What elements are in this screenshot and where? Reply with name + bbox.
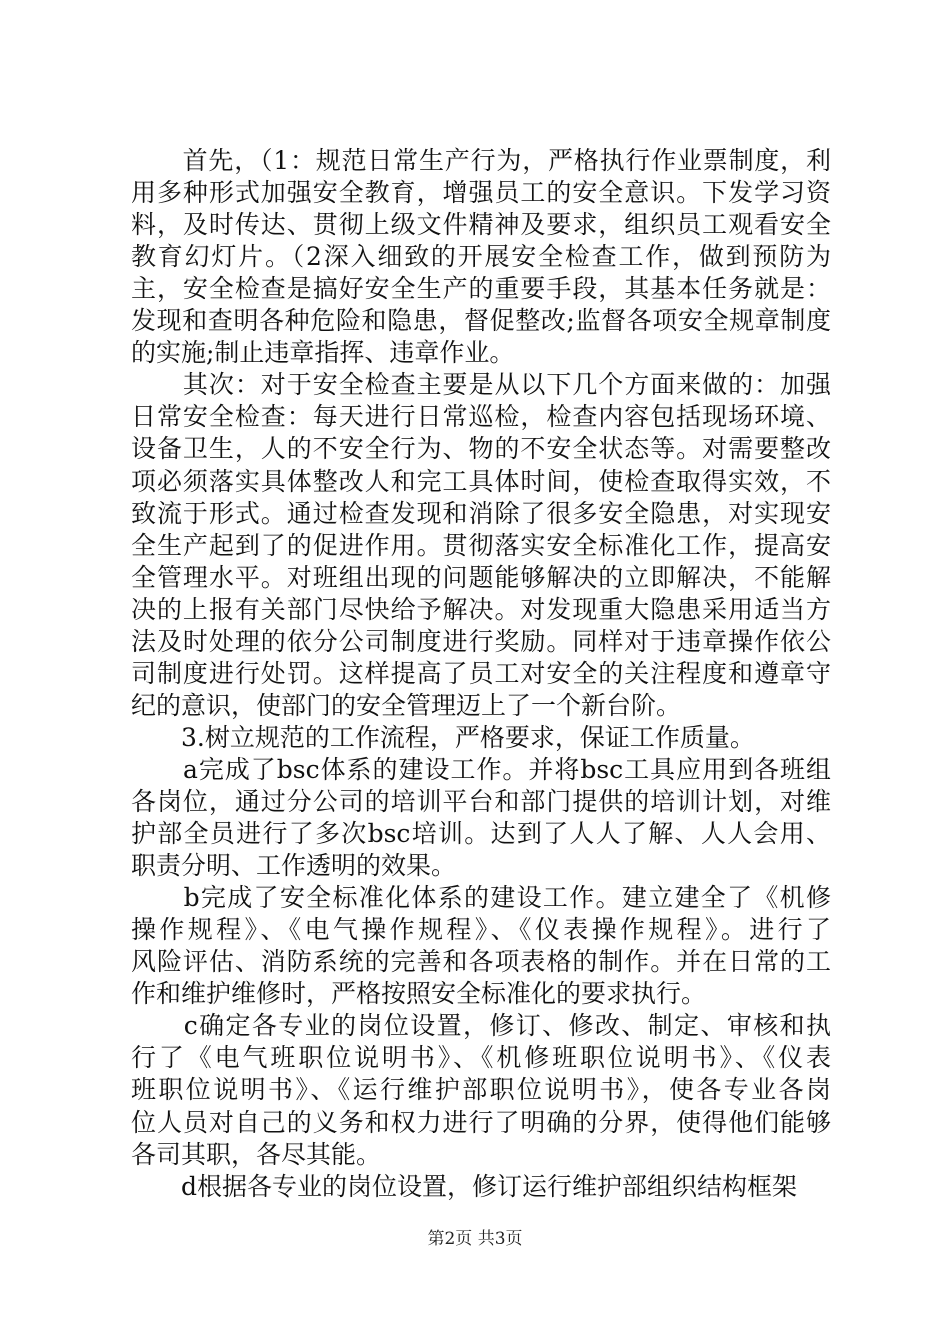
text-line: 主，安全检查是搞好安全生产的重要手段，其基本任务就是：: [131, 274, 831, 304]
text-line: 各岗位，通过分公司的培训平台和部门提供的培训计划，对维: [131, 787, 831, 816]
text-line: 纪的意识，使部门的安全管理迈上了一个新台阶。: [131, 690, 682, 720]
text-line: 职责分明、工作透明的效果。: [131, 851, 457, 881]
text-line: d根据各专业的岗位设置，修订运行维护部组织结构框架: [131, 1171, 798, 1201]
text-line: 各司其职，各尽其能。: [131, 1139, 382, 1169]
text-line: 致流于形式。通过检查发现和消除了很多安全隐患，对实现安: [131, 498, 831, 528]
text-line: 3.树立规范的工作流程，严格要求，保证工作质量。: [131, 722, 755, 752]
text-line: 决的上报有关部门尽快给予解决。对发现重大隐患采用适当方: [131, 594, 831, 624]
text-line: 料，及时传达、贯彻上级文件精神及要求，组织员工观看安全: [131, 210, 831, 240]
text-line: 设备卫生，人的不安全行为、物的不安全状态等。对需要整改: [131, 434, 831, 464]
text-line: 法及时处理的依分公司制度进行奖励。同样对于违章操作依公: [131, 626, 831, 656]
text-line: 全管理水平。对班组出现的问题能够解决的立即解决，不能解: [131, 562, 831, 592]
text-line: 教育幻灯片。（2深入细致的开展安全检查工作，做到预防为: [131, 242, 831, 272]
text-line: 发现和查明各种危险和隐患，督促整改;监督各项安全规章制度: [131, 306, 831, 336]
text-line: 位人员对自己的义务和权力进行了明确的分界，使得他们能够: [131, 1107, 831, 1137]
page-footer: 第2页 共3页: [427, 1229, 523, 1249]
text-line: 日常安全检查：每天进行日常巡检，检查内容包括现场环境、: [131, 402, 831, 432]
text-line: b完成了安全标准化体系的建设工作。建立建全了《机修: [131, 883, 831, 913]
text-line: 司制度进行处罚。这样提高了员工对安全的关注程度和遵章守: [131, 658, 831, 688]
text-line: 的实施;制止违章指挥、违章作业。: [131, 338, 515, 368]
text-line: a完成了bsc体系的建设工作。并将bsc工具应用到各班组: [131, 754, 831, 784]
text-line: 班职位说明书》、《运行维护部职位说明书》，使各专业各岗: [131, 1075, 831, 1105]
text-line: 行了《电气班职位说明书》、《机修班职位说明书》、《仪表: [131, 1043, 831, 1073]
text-line: 用多种形式加强安全教育，增强员工的安全意识。下发学习资: [131, 178, 831, 208]
text-line: 操作规程》、《电气操作规程》、《仪表操作规程》。进行了: [131, 915, 831, 945]
text-line: 其次：对于安全检查主要是从以下几个方面来做的：加强: [131, 370, 831, 400]
text-line: 项必须落实具体整改人和完工具体时间，使检查取得实效，不: [131, 466, 831, 496]
text-line: 首先，（1：规范日常生产行为，严格执行作业票制度，利: [131, 146, 831, 175]
text-line: c确定各专业的岗位设置，修订、修改、制定、审核和执: [131, 1011, 831, 1041]
text-line: 全生产起到了的促进作用。贯彻落实安全标准化工作，提高安: [131, 530, 831, 560]
text-line: 作和维护维修时，严格按照安全标准化的要求执行。: [131, 979, 707, 1009]
text-line: 风险评估、消防系统的完善和各项表格的制作。并在日常的工: [131, 947, 831, 977]
text-line: 护部全员进行了多次bsc培训。达到了人人了解、人人会用、: [131, 819, 831, 849]
